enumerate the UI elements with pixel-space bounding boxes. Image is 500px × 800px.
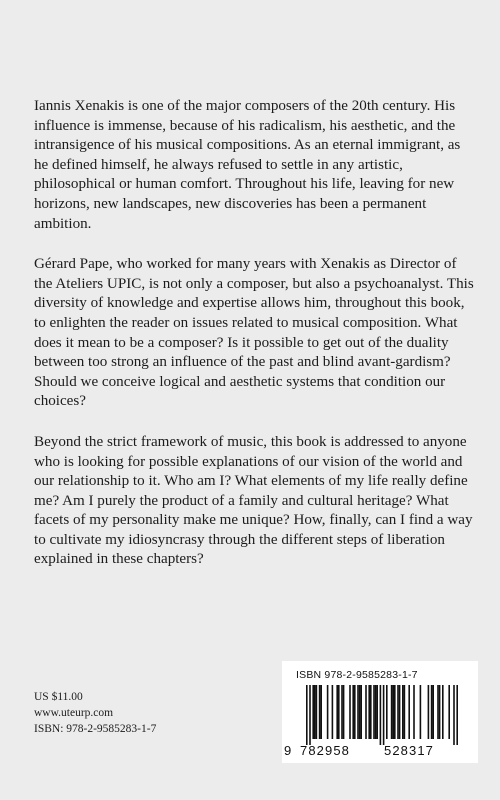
- barcode-bar: [402, 685, 404, 739]
- barcode-bar: [408, 685, 410, 739]
- barcode-bar: [360, 685, 362, 739]
- barcode-bar: [428, 685, 430, 739]
- barcode-bar: [327, 685, 329, 739]
- barcode-bar: [341, 685, 343, 739]
- barcode-bar: [456, 685, 458, 745]
- barcode-bar: [392, 685, 394, 739]
- barcode-bar: [376, 685, 378, 739]
- barcode-bar: [312, 685, 314, 739]
- blurb-paragraph-3: Beyond the strict framework of music, this book is addressed to anyone who is looking for possible explanations of our vision of the world and our relationship to it. Who am I? What elements of my life really define me? Am I purely the product of a family and cultural heritage? What facets of my personality make me unique? How, finally, can I find a way to cultivate my idiosyncrasy through the different steps of liberation explained in these chapters?: [34, 433, 473, 568]
- barcode-bar: [448, 685, 450, 739]
- barcode-bar: [309, 685, 311, 745]
- barcode-bar: [439, 685, 441, 739]
- barcode-bar: [349, 685, 351, 739]
- barcode-digits-left: 782958: [300, 743, 350, 758]
- barcode-bar: [332, 685, 334, 739]
- barcode-bar: [397, 685, 399, 739]
- blurb-text: [34, 97, 474, 591]
- barcode-bar: [359, 685, 361, 739]
- barcode-isbn-label: ISBN 978-2-9585283-1-7: [296, 669, 418, 681]
- barcode-bar: [357, 685, 359, 739]
- barcode-bar: [338, 685, 340, 739]
- barcode-bar: [394, 685, 396, 739]
- barcode-bar: [354, 685, 356, 739]
- barcode-bar: [320, 685, 322, 739]
- barcode-bar: [306, 685, 308, 745]
- barcode-bar: [319, 685, 321, 739]
- barcode-bar: [383, 685, 385, 745]
- barcode-bar: [314, 685, 316, 739]
- barcode-bar: [420, 685, 422, 739]
- barcode-box: [282, 661, 478, 763]
- barcode-bar: [316, 685, 318, 739]
- price: US $11.00: [34, 691, 83, 703]
- blurb-paragraph-1: Iannis Xenakis is one of the major composers of the 20th century. His influence is immense, because of his radicalism, his aesthetic, and the intransigence of his musical compositions. As an eternal immigrant, as he defined himself, he always refused to settle in any artistic, philosophical or human comfort. Throughout his life, leaving for new horizons, new landscapes, new discoveries has been a permanent ambition.: [34, 98, 461, 232]
- barcode-bar: [343, 685, 345, 739]
- barcode-bar: [453, 685, 455, 745]
- barcode-bar: [370, 685, 372, 739]
- barcode-bar: [432, 685, 434, 739]
- barcode-bars: [296, 685, 466, 745]
- barcode-bar: [399, 685, 401, 739]
- barcode-bar: [373, 685, 375, 739]
- barcode-digits-right: 528317: [384, 743, 434, 758]
- barcode-bar: [380, 685, 382, 745]
- publisher-website: www.uteurp.com: [34, 707, 114, 719]
- barcode-bar: [404, 685, 406, 739]
- barcode-bar: [442, 685, 444, 739]
- barcode-bar: [386, 685, 388, 739]
- barcode-bar: [437, 685, 439, 739]
- barcode-bar: [413, 685, 415, 739]
- barcode-bar: [431, 685, 433, 739]
- isbn-text: ISBN: 978-2-9585283-1-7: [34, 723, 157, 735]
- barcode-bar: [375, 685, 377, 739]
- barcode-bar: [352, 685, 354, 739]
- barcode-bar: [391, 685, 393, 739]
- barcode-digit-lead: 9: [284, 743, 293, 758]
- blurb-paragraph-2: Gérard Pape, who worked for many years with Xenakis as Director of the Ateliers UPIC, is not only a composer, but also a psychoanalyst. This diversity of knowledge and expertise allows him, throughout this book, to enlighten the reader on issues related to musical composition. What does it mean to be a composer? Is it possible to get out of the duality between too strong an influence of the past and blind avant-gardism? Should we conceive logical and aesthetic systems that condition our choices?: [34, 256, 474, 410]
- price-block: [34, 689, 156, 737]
- barcode-bar: [365, 685, 367, 739]
- barcode-bar: [336, 685, 338, 739]
- barcode-bar: [368, 685, 370, 739]
